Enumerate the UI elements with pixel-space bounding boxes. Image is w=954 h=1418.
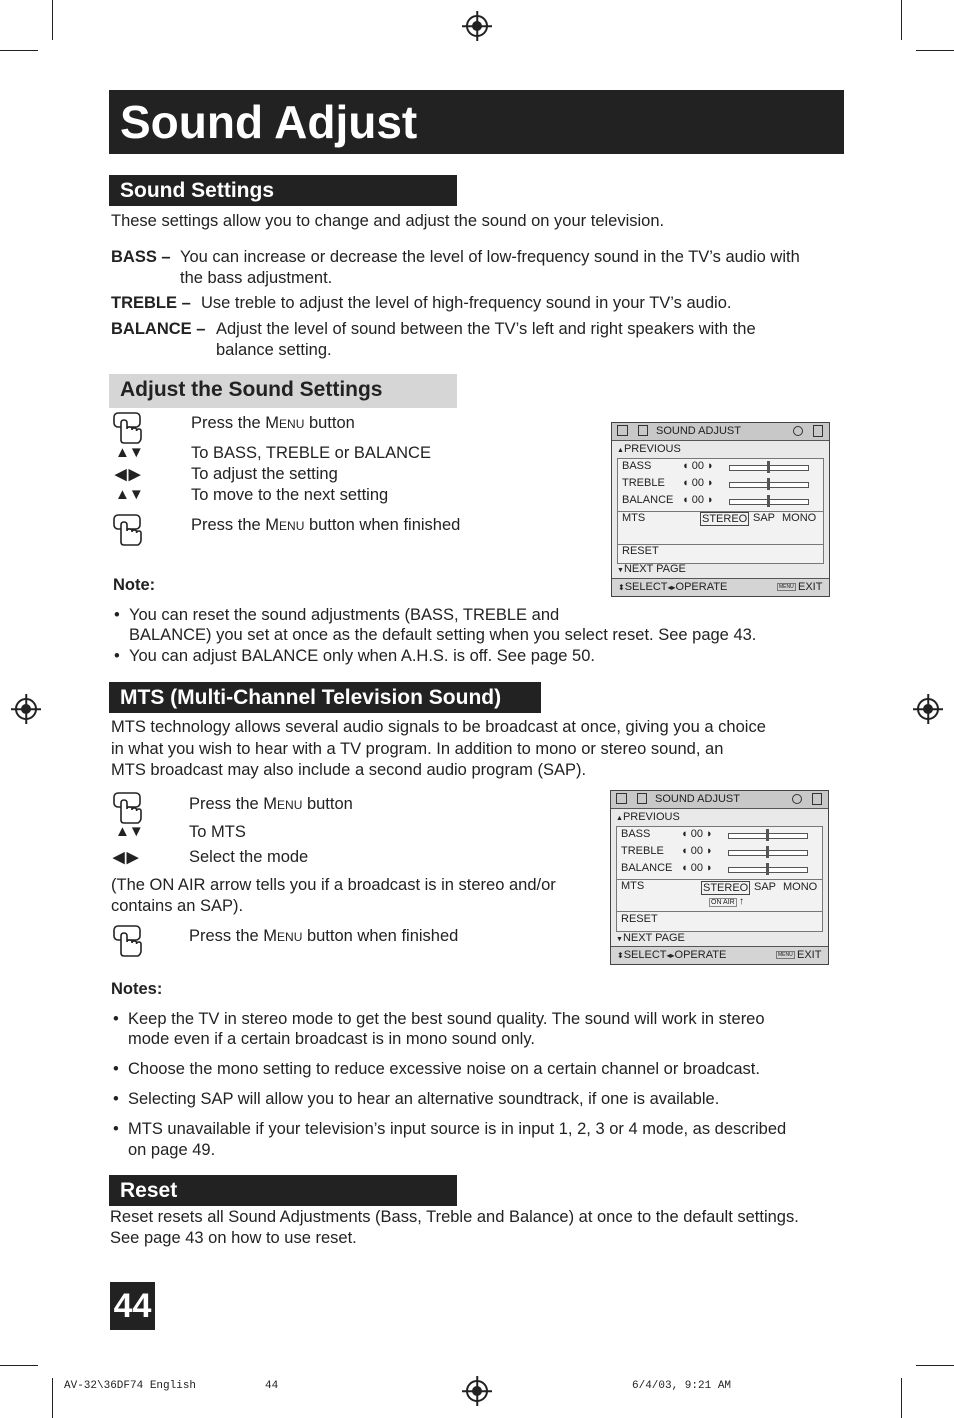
note-bullet: • [113,1010,119,1028]
print-footer-page: 44 [265,1380,279,1392]
osd-treble-label: TREBLE [621,845,664,857]
crop-mark [916,50,954,51]
menu-grid-icon [617,425,628,436]
note-bullet: • [114,647,120,665]
mts-step-mode: Select the mode [189,848,309,866]
notes-label: Notes: [111,980,163,998]
bass-slider [728,833,808,839]
remote-hand-icon [112,924,144,958]
osd-next-page: ▼NEXT PAGE [617,563,686,575]
mts-step-press-menu: Press the MENU button [189,795,353,813]
bass-text: You can increase or decrease the level of low-frequency sound in the TV’s audio with [180,248,800,266]
bass-slider [729,465,809,471]
page-title: Sound Adjust [109,90,844,154]
mts-intro: MTS technology allows several audio signals to be broadcast at once, giving you a choice [111,718,766,736]
osd-footer-select: ⬍SELECT◂▸OPERATE [617,949,727,961]
crop-mark [901,1378,902,1418]
menu-tag-icon: MENU [779,584,794,590]
osd-sap-option: SAP [753,512,776,524]
step-select-item: To BASS, TREBLE or BALANCE [191,444,431,462]
osd-sap-option: SAP [754,881,777,893]
print-footer-file: AV-32\36DF74 English [64,1380,197,1392]
osd-sound-adjust-screen [611,422,830,597]
osd-mts-label: MTS [622,512,646,524]
remote-hand-icon [112,513,144,547]
osd-balance-label: BALANCE [622,494,674,506]
sound-settings-intro: These settings allow you to change and adjust the sound on your television. [111,212,665,230]
speaker-icon [637,793,647,804]
note-bullet: • [113,1120,119,1138]
treble-text: Use treble to adjust the level of high-frequency sound in your TV’s audio. [201,294,732,312]
note-bullet: • [114,606,120,624]
section-heading-reset: Reset [109,1175,457,1206]
left-right-arrows-icon: ◀ ▶ [115,466,140,483]
balance-text: balance setting. [216,341,332,359]
note-label: Note: [113,576,156,594]
osd-treble-value: ◖ 00 ◗ [682,477,714,489]
reset-text: See page 43 on how to use reset. [110,1229,357,1247]
registration-mark-icon [917,698,939,720]
osd-reset: RESET [621,913,658,925]
on-air-arrow-icon: ↑ [739,896,744,907]
note-bullet: • [113,1090,119,1108]
mts-step-to: To MTS [189,823,246,841]
crop-mark [901,0,902,40]
balance-slider [728,867,808,873]
bass-text: the bass adjustment. [180,269,333,287]
lock-icon [813,425,823,437]
osd-header-title: SOUND ADJUST [656,425,741,437]
note-text: MTS unavailable if your television’s input source is in input 1, 2, 3 or 4 mode, as described [128,1120,787,1138]
osd-bass-value: ◖ 00 ◗ [681,828,713,840]
osd-treble-label: TREBLE [622,477,665,489]
osd-footer-select: ⬍SELECT◂▸OPERATE [618,581,728,593]
balance-term: BALANCE – [111,320,206,338]
osd-previous: ▲PREVIOUS [617,443,681,455]
print-footer-date: 6/4/03, 9:21 AM [632,1380,732,1392]
step-press-menu: Press the MENU button [191,414,355,432]
remote-hand-icon [112,791,144,825]
remote-hand-icon [112,411,144,445]
speaker-icon [638,425,648,436]
treble-slider [728,850,808,856]
note-text: mode even if a certain broadcast is in mono sound only. [128,1030,535,1048]
osd-previous: ▲PREVIOUS [616,811,680,823]
up-down-arrows-icon: ▲▼ [115,444,143,461]
osd-footer-exit: EXIT [797,949,822,961]
note-text: You can adjust BALANCE only when A.H.S. is off. See page 50. [129,647,595,665]
up-down-arrows-icon: ▲▼ [115,486,143,503]
mts-intro: MTS broadcast may also include a second audio program (SAP). [111,761,587,779]
note-text: You can reset the sound adjustments (BASS, TREBLE and [129,606,560,624]
note-text: Keep the TV in stereo mode to get the best sound quality. The sound will work in stereo [128,1010,765,1028]
osd-bass-label: BASS [622,460,652,472]
mts-onair-note: (The ON AIR arrow tells you if a broadcast is in stereo and/or [111,876,556,894]
clock-icon [792,794,802,804]
osd-stereo-option: STEREO [703,882,749,894]
osd-mts-screen [610,790,829,965]
note-text: Choose the mono setting to reduce excessive noise on a certain channel or broadcast. [128,1060,760,1078]
mts-step-finish: Press the MENU button when finished [189,927,459,945]
treble-slider [729,482,809,488]
section-heading-mts: MTS (Multi-Channel Television Sound) [109,682,541,713]
osd-balance-value: ◖ 00 ◗ [682,494,714,506]
section-heading-adjust: Adjust the Sound Settings [109,374,457,408]
crop-mark [52,0,53,40]
note-bullet: • [113,1060,119,1078]
osd-bass-value: ◖ 00 ◗ [682,460,714,472]
balance-text: Adjust the level of sound between the TV’s left and right speakers with the [216,320,756,338]
note-text: BALANCE) you set at once as the default setting when you select reset. See page 43. [129,626,757,644]
left-right-arrows-icon: ◀ ▶ [113,849,138,866]
section-heading-sound-settings: Sound Settings [109,175,457,206]
page-number: 44 [110,1282,155,1330]
note-text: on page 49. [128,1141,216,1159]
registration-mark-icon [466,1380,488,1402]
menu-grid-icon [616,793,627,804]
crop-mark [0,1365,38,1366]
balance-slider [729,499,809,505]
reset-text: Reset resets all Sound Adjustments (Bass, Treble and Balance) at once to the default settings. [110,1208,799,1226]
bass-term: BASS – [111,248,171,266]
osd-mono-option: MONO [782,512,817,524]
osd-next-page: ▼NEXT PAGE [616,932,685,944]
mts-intro: in what you wish to hear with a TV program. In addition to mono or stereo sound, an [111,740,724,758]
treble-term: TREBLE – [111,294,191,312]
crop-mark [0,50,38,51]
menu-tag-icon: MENU [778,952,793,958]
osd-header-title: SOUND ADJUST [655,793,740,805]
mts-onair-note: contains an SAP). [111,897,244,915]
crop-mark [52,1378,53,1418]
step-press-menu-finished: Press the MENU button when finished [191,516,461,534]
osd-mts-label: MTS [621,880,645,892]
osd-footer-exit: EXIT [798,581,823,593]
crop-mark [916,1365,954,1366]
osd-mono-option: MONO [783,881,818,893]
up-down-arrows-icon: ▲▼ [115,823,143,840]
on-air-indicator: ON AIR [711,899,735,906]
step-next: To move to the next setting [191,486,389,504]
registration-mark-icon [15,698,37,720]
lock-icon [812,793,822,805]
osd-bass-label: BASS [621,828,651,840]
osd-balance-value: ◖ 00 ◗ [681,862,713,874]
step-adjust: To adjust the setting [191,465,338,483]
registration-mark-icon [466,15,488,37]
osd-balance-label: BALANCE [621,862,673,874]
note-text: Selecting SAP will allow you to hear an alternative soundtrack, if one is available. [128,1090,720,1108]
osd-stereo-option: STEREO [702,513,748,525]
osd-treble-value: ◖ 00 ◗ [681,845,713,857]
clock-icon [793,426,803,436]
osd-reset: RESET [622,545,659,557]
